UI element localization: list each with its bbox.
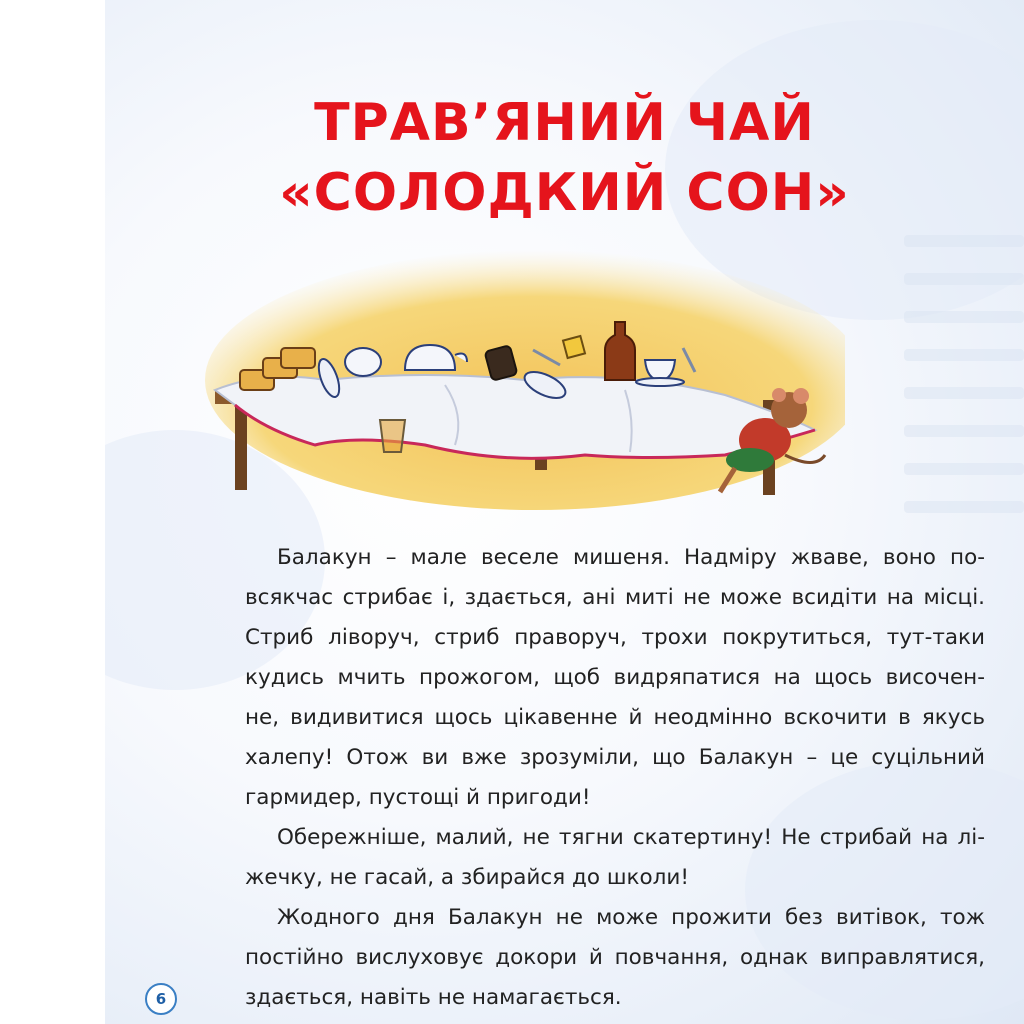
text-line: кудись мчить прожогом, щоб видряпатися на щось височен- xyxy=(245,665,985,690)
background-faded-text xyxy=(904,235,1024,539)
mouse-ear xyxy=(772,388,786,402)
text-line: постійно вислуховує докори й повчання, однак виправлятися, xyxy=(245,945,985,970)
bread-slice-icon xyxy=(281,348,315,368)
book-page xyxy=(105,0,1024,1024)
text-line: Обережніше, малий, не тягни скатертину! Не стрибай на лі- xyxy=(277,825,985,850)
saucer-icon xyxy=(636,378,684,386)
title-line-2: «СОЛОДКИЙ СОН» xyxy=(279,163,850,223)
text-line: Балакун – мале веселе мишеня. Надміру жваве, воно по- xyxy=(277,545,985,570)
paragraph-1 xyxy=(245,538,985,818)
page-number-badge: 6 xyxy=(145,983,177,1015)
cheese-icon xyxy=(563,336,585,358)
story-text xyxy=(245,538,985,1018)
mouse-pulling-tablecloth-illustration xyxy=(205,230,845,510)
text-line: здається, навіть не намагається. xyxy=(245,985,622,1010)
text-line: всякчас стрибає і, здається, ані миті не може всидіти на місці. xyxy=(245,585,985,610)
falling-glass-icon xyxy=(380,420,405,452)
mouse-ear xyxy=(793,388,809,404)
paragraph-2 xyxy=(245,818,985,898)
text-line: Жодного дня Балакун не може прожити без витівок, тож xyxy=(277,905,985,930)
text-line: халепу! Отож ви вже зрозуміли, що Балакун – це суцільний xyxy=(245,745,985,770)
text-line: Стриб ліворуч, стриб праворуч, трохи покрутиться, тут-таки xyxy=(245,625,985,650)
text-line: не, видивитися щось цікавенне й неодмінно вскочити в якусь xyxy=(245,705,985,730)
page-title xyxy=(105,88,1024,228)
text-line: жечку, не гасай, а збирайся до школи! xyxy=(245,865,689,890)
text-line: гармидер, пустощі й пригоди! xyxy=(245,785,591,810)
falling-cup-icon xyxy=(345,348,381,376)
paragraph-3 xyxy=(245,898,985,1018)
title-line-1: ТРАВ’ЯНИЙ ЧАЙ xyxy=(314,93,815,153)
